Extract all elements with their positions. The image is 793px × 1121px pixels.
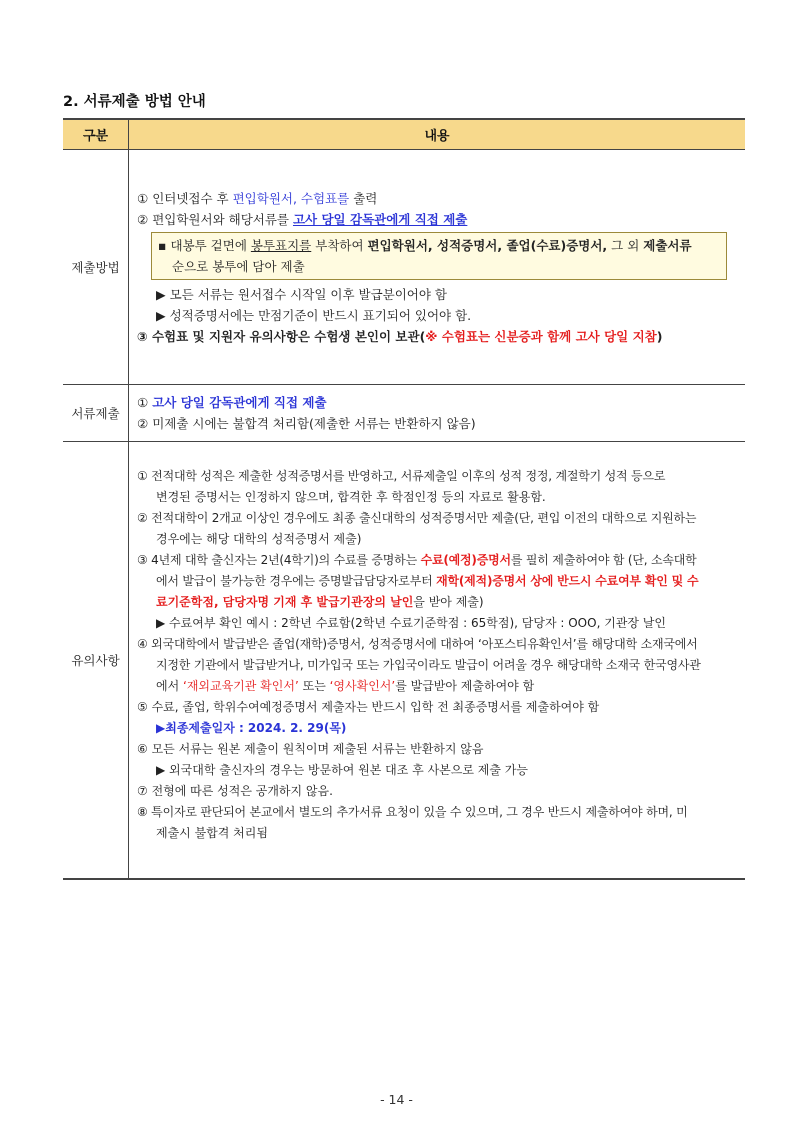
notes-4a: ④ 외국대학에서 발급받은 졸업(재학)증명서, 성적증명서에 대하여 ‘아포스티유확인서’를 해당대학 소재국에서: [137, 637, 698, 651]
row-submit: [63, 385, 745, 442]
notes-5a: ⑤ 수료, 졸업, 학위수여예정증명서 제출자는 반드시 입학 전 최종증명서를 제출하여야 함: [137, 700, 600, 714]
notes-3c: 료기준학점, 담당자명 기재 후 발급기관장의 날인을 받아 제출): [156, 595, 484, 609]
envelope-note-box: ▪ 대봉투 겉면에 봉투표지를 부착하여 편입학원서, 성적증명서, 졸업(수료)증명서, 그 외 제출서류 순으로 봉투에 담아 제출: [151, 232, 727, 280]
notes-7: ⑦ 전형에 따른 성적은 공개하지 않음.: [137, 784, 333, 798]
row-label-submit: 서류제출: [63, 385, 129, 442]
row-method: [63, 150, 745, 385]
section-title: 2. 서류제출 방법 안내: [63, 94, 206, 110]
notes-4b: 지정한 기관에서 발급받거나, 미가입국 또는 가입국이라도 발급이 어려울 경우 해당대학 소재국 한국영사관: [156, 658, 701, 672]
notes-1b: 변경된 증명서는 인정하지 않으며, 합격한 후 학점인정 등의 자료로 활용함.: [156, 490, 546, 504]
table-header-row: [63, 119, 745, 150]
submit-line-2: ② 미제출 시에는 불합격 처리함(제출한 서류는 반환하지 않음): [137, 416, 476, 431]
method-line-2: ② 편입학원서와 해당서류를 고사 당일 감독관에게 직접 제출: [137, 211, 468, 227]
method-line-1: ① 인터넷접수 후 편입학원서, 수험표를 출력: [137, 190, 378, 206]
notes-1a: ① 전적대학 성적은 제출한 성적증명서를 반영하고, 서류제출일 이후의 성적 정정, 계절학기 성적 등으로: [137, 469, 666, 483]
notes-5b: ▶최종제출일자 : 2024. 2. 29(목): [156, 721, 347, 735]
notes-8b: 제출시 불합격 처리됨: [156, 826, 268, 840]
header-category: 구분: [63, 119, 129, 150]
row-content-notes: [129, 442, 746, 879]
submission-table: [63, 118, 745, 880]
row-notes: [63, 442, 745, 879]
notes-6a: ⑥ 모든 서류는 원본 제출이 원칙이며 제출된 서류는 반환하지 않음: [137, 742, 484, 756]
submit-line-1: ① 고사 당일 감독관에게 직접 제출: [137, 395, 327, 410]
notes-4c: 에서 ‘재외교육기관 확인서’ 또는 ‘영사확인서’를 발급받아 제출하여야 함: [156, 679, 535, 693]
notes-8a: ⑧ 특이자로 판단되어 본교에서 별도의 추가서류 요청이 있을 수 있으며, 그 경우 반드시 제출하여야 하며, 미: [137, 805, 688, 819]
method-line-5: ③ 수험표 및 지원자 유의사항은 수험생 본인이 보관(※ 수험표는 신분증과 함께 고사 당일 지참): [137, 328, 663, 344]
header-content: 내용: [129, 119, 746, 150]
row-label-notes: 유의사항: [63, 442, 129, 879]
method-line-4: ▶ 성적증명서에는 만점기준이 반드시 표기되어 있어야 함.: [156, 307, 472, 323]
page-number: - 14 -: [380, 1092, 413, 1107]
notes-3b: 에서 발급이 불가능한 경우에는 증명발급담당자로부터 재학(제적)증명서 상에 반드시 수료여부 확인 및 수: [156, 574, 699, 588]
notes-6b: ▶ 외국대학 출신자의 경우는 방문하여 원본 대조 후 사본으로 제출 가능: [156, 763, 528, 777]
method-line-3: ▶ 모든 서류는 원서접수 시작일 이후 발급분이어야 함: [156, 286, 448, 302]
notes-2a: ② 전적대학이 2개교 이상인 경우에도 최종 출신대학의 성적증명서만 제출(단, 편입 이전의 대학으로 지원하는: [137, 511, 697, 525]
row-content-method: [129, 150, 746, 385]
row-label-method: 제출방법: [63, 150, 129, 385]
row-content-submit: [129, 385, 746, 442]
notes-2b: 경우에는 해당 대학의 성적증명서 제출): [156, 532, 362, 546]
notes-3d: ▶ 수료여부 확인 예시 : 2학년 수료함(2학년 수료기준학점 : 65학점), 담당자 : OOO, 기관장 날인: [156, 616, 666, 630]
notes-3a: ③ 4년제 대학 출신자는 2년(4학기)의 수료를 증명하는 수료(예정)증명서를 필히 제출하여야 함 (단, 소속대학: [137, 553, 697, 567]
